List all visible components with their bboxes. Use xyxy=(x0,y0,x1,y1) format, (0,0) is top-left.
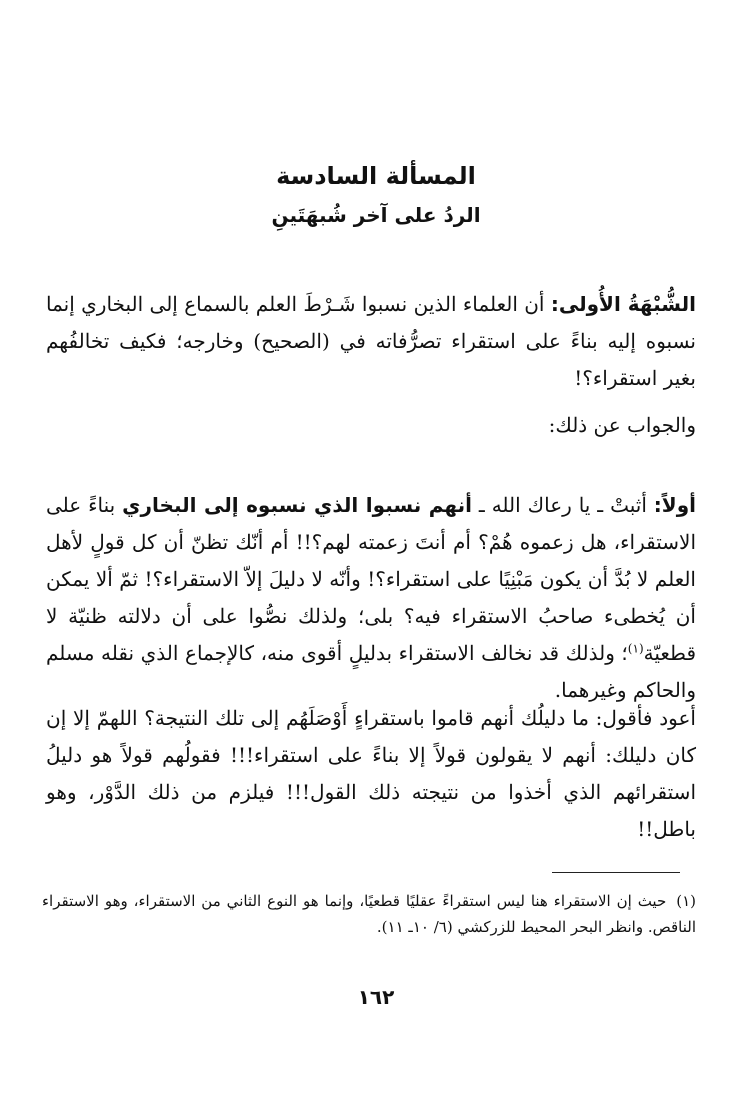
paragraph-emphasis: أنهم نسبوا الذي نسبوه إلى البخاري xyxy=(122,493,472,517)
footnote-reference: (١) xyxy=(627,641,644,656)
paragraph-lead: الشُّبْهَةُ الأُولى: xyxy=(550,292,696,316)
paragraph-answer-intro: والجواب عن ذلك: xyxy=(548,413,696,437)
chapter-subheading: الردُ على آخر شُبهَتَينِ xyxy=(271,203,481,227)
footnote xyxy=(42,888,696,940)
paragraph-text: ؛ ولذلك قد نخالف الاستقراء بدليلٍ أقوى منه، كالإجماع الذي نقله مسلم والحاكم وغيرهما. xyxy=(46,641,696,702)
paragraph-text: بناءً على الاستقراء، هل زعموه هُمْ؟ أم أنتَ زعمته لهم؟!! أم أنّك تظنّ أن كل قولٍ لأهل العلم لا بُدَّ أن يكون مَبْنِيًا على استقراء؟! وأنّه لا دليلَ إلاّ الاستقراء؟! ثمّ ألا يمكن أن يُخطىء صاحبُ الاستقراء فيه؟ بلى؛ ولذلك نصُّوا على أن دلالته ظنيّة لا قطعيّة xyxy=(46,493,696,665)
footnote-text: حيث إن الاستقراء هنا ليس استقراءً عقليًا قطعيًا، وإنما هو النوع الثاني من الاستقراء، وهو الاستقراء الناقص. وانظر البحر المحيط للزركشي (٦/ ١٠ـ ١١). xyxy=(42,892,696,936)
paragraph-first-point xyxy=(46,487,696,709)
page-number: ١٦٢ xyxy=(357,985,395,1009)
footnote-marker: (١) xyxy=(676,892,696,910)
paragraph-lead: أولاً: xyxy=(653,493,696,517)
paragraph-text: أن العلماء الذين نسبوا شَـرْطَ العلم بالسماع إلى البخاري إنما نسبوه إليه بناءً على استقراء تصرُّفاته في (الصحيح) وخارجه؛ فكيف تخالفُهم بغير استقراء؟! xyxy=(46,292,696,390)
footnote-divider xyxy=(552,872,680,873)
chapter-heading: المسألة السادسة xyxy=(276,162,476,190)
paragraph-first-doubt xyxy=(46,286,696,397)
paragraph-text: أثبتْ ـ يا رعاك الله ـ xyxy=(472,493,654,517)
paragraph-second-point: أعود فأقول: ما دليلُك أنهم قاموا باستقراءٍ أَوْصَلَهُم إلى تلك النتيجة؟ اللهمّ إلا إن كان دليلك: أنهم لا يقولون قولاً إلا بناءً على استقراء!!! فقولُهم قولاً هو دليلُ استقرائهم الذي أخذوا من نتيجته ذلك القول!!! فيلزم من ذلك الدَّوْر، وهو باطل!! xyxy=(46,706,696,841)
